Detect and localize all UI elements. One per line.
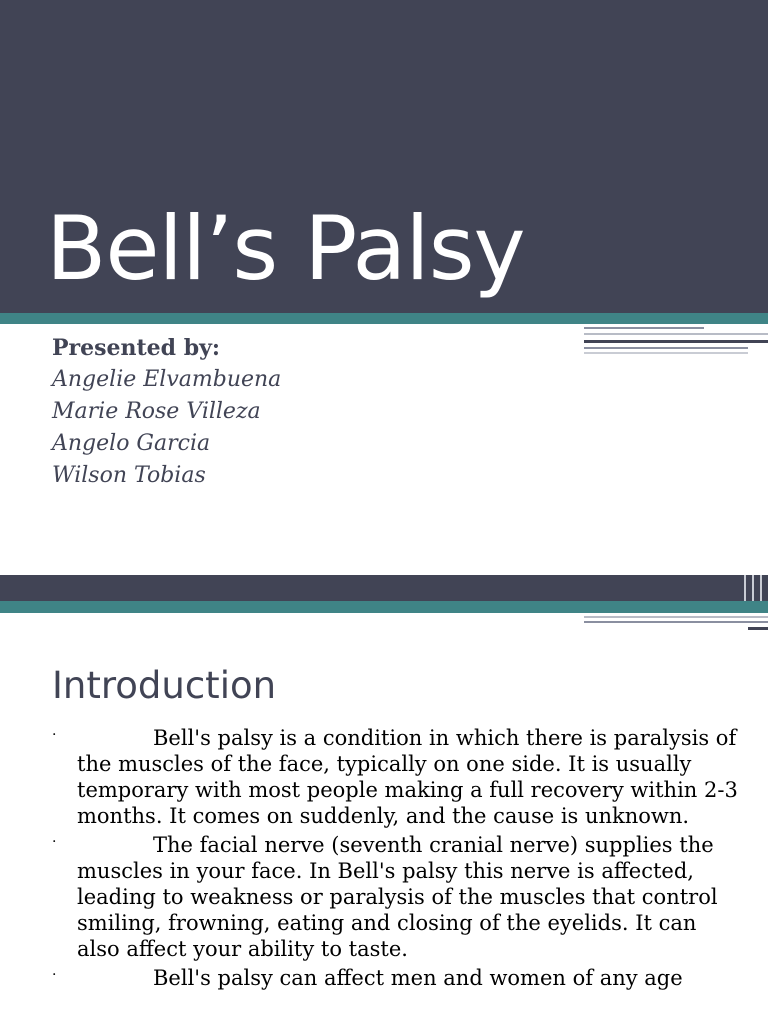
presenters-block [52,332,281,492]
bullet-dot: · [52,727,57,743]
section-title: Introduction [52,664,277,707]
header-band [0,575,768,601]
decorative-lines [448,316,768,356]
presenter-name: Angelo Garcia [52,431,211,456]
list-item [52,725,742,829]
presenter-name: Angelie Elvambuena [52,367,282,392]
bullet-text: Bell's palsy can affect men and women of any age [153,966,683,990]
bullet-dot: · [52,967,57,983]
bullet-dot: · [52,834,57,850]
list-item [52,965,742,991]
presenter-name: Wilson Tobias [52,463,206,488]
byline-label: Presented by: [52,335,220,361]
bullet-list [52,725,742,994]
content-slide [0,575,768,1024]
list-item [52,832,742,962]
bullet-text: The facial nerve (seventh cranial nerve) supplies the muscles in your face. In Bell's palsy this nerve is affected, leading to weakness or paralysis of the muscles that control smiling, frowning, eating and closing of the eyelids. It can also affect your ability to taste. [77,833,718,961]
decorative-stripe [744,575,746,603]
decorative-lines [448,605,768,645]
decorative-stripe [752,575,754,603]
slide-title: Bell’s Palsy [46,197,525,300]
presenter-name: Marie Rose Villeza [52,399,261,424]
bullet-text: Bell's palsy is a condition in which there is paralysis of the muscles of the face, typically on one side. It is usually temporary with most people making a full recovery within 2-3 months. It comes on suddenly, and the cause is unknown. [77,726,738,828]
decorative-stripe [760,575,762,603]
